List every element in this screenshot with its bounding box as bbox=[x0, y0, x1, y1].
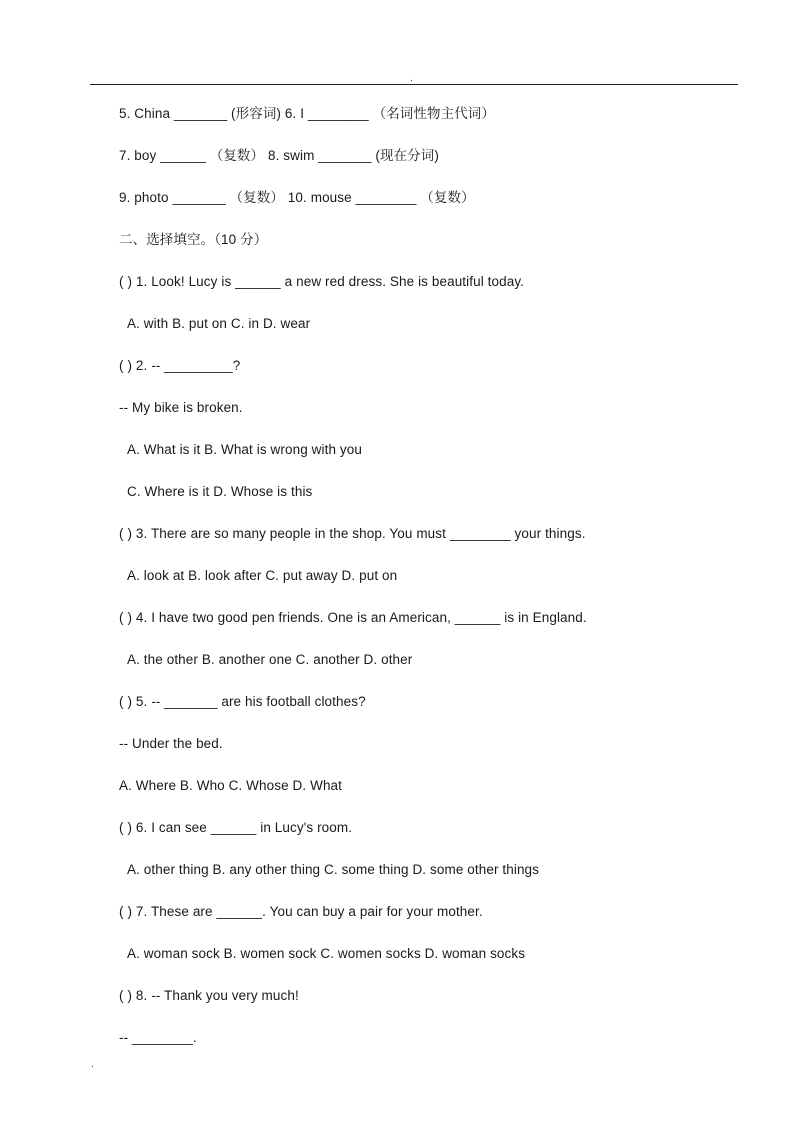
fill-in-line-9-10: 9. photo _______ （复数） 10. mouse ________ （复数） bbox=[119, 190, 475, 205]
question-6-options: A. other thing B. any other thing C. some thing D. some other things bbox=[127, 862, 540, 877]
footer-mark: . bbox=[91, 1059, 94, 1070]
question-7-options: A. woman sock B. women sock C. women socks D. woman socks bbox=[127, 946, 526, 961]
fill-in-line-7-8: 7. boy ______ （复数） 8. swim _______ (现在分词) bbox=[119, 148, 439, 163]
question-7: ( ) 7. These are ______. You can buy a pair for your mother. bbox=[119, 904, 483, 919]
question-1-options: A. with B. put on C. in D. wear bbox=[127, 316, 311, 331]
question-5-response: -- Under the bed. bbox=[119, 736, 223, 751]
question-8-response: -- ________. bbox=[119, 1030, 197, 1045]
question-2-options-cd: C. Where is it D. Whose is this bbox=[127, 484, 313, 499]
question-4: ( ) 4. I have two good pen friends. One is an American, ______ is in England. bbox=[119, 610, 587, 625]
question-2-response: -- My bike is broken. bbox=[119, 400, 243, 415]
header-divider bbox=[90, 84, 738, 85]
section-heading: 二、选择填空。（10 分） bbox=[119, 232, 268, 247]
question-6: ( ) 6. I can see ______ in Lucy's room. bbox=[119, 820, 353, 835]
question-8: ( ) 8. -- Thank you very much! bbox=[119, 988, 299, 1003]
question-4-options: A. the other B. another one C. another D. other bbox=[127, 652, 413, 667]
question-3-options: A. look at B. look after C. put away D. put on bbox=[127, 568, 398, 583]
question-5-options: A. Where B. Who C. Whose D. What bbox=[119, 778, 343, 793]
question-5: ( ) 5. -- _______ are his football clothes? bbox=[119, 694, 366, 709]
question-1: ( ) 1. Look! Lucy is ______ a new red dress. She is beautiful today. bbox=[119, 274, 525, 289]
question-3: ( ) 3. There are so many people in the shop. You must ________ your things. bbox=[119, 526, 586, 541]
question-2-options-ab: A. What is it B. What is wrong with you bbox=[127, 442, 362, 457]
fill-in-line-5-6: 5. China _______ (形容词) 6. I ________ （名词性物主代词） bbox=[119, 106, 496, 121]
header-mark: . bbox=[410, 73, 413, 84]
question-2: ( ) 2. -- _________? bbox=[119, 358, 241, 373]
